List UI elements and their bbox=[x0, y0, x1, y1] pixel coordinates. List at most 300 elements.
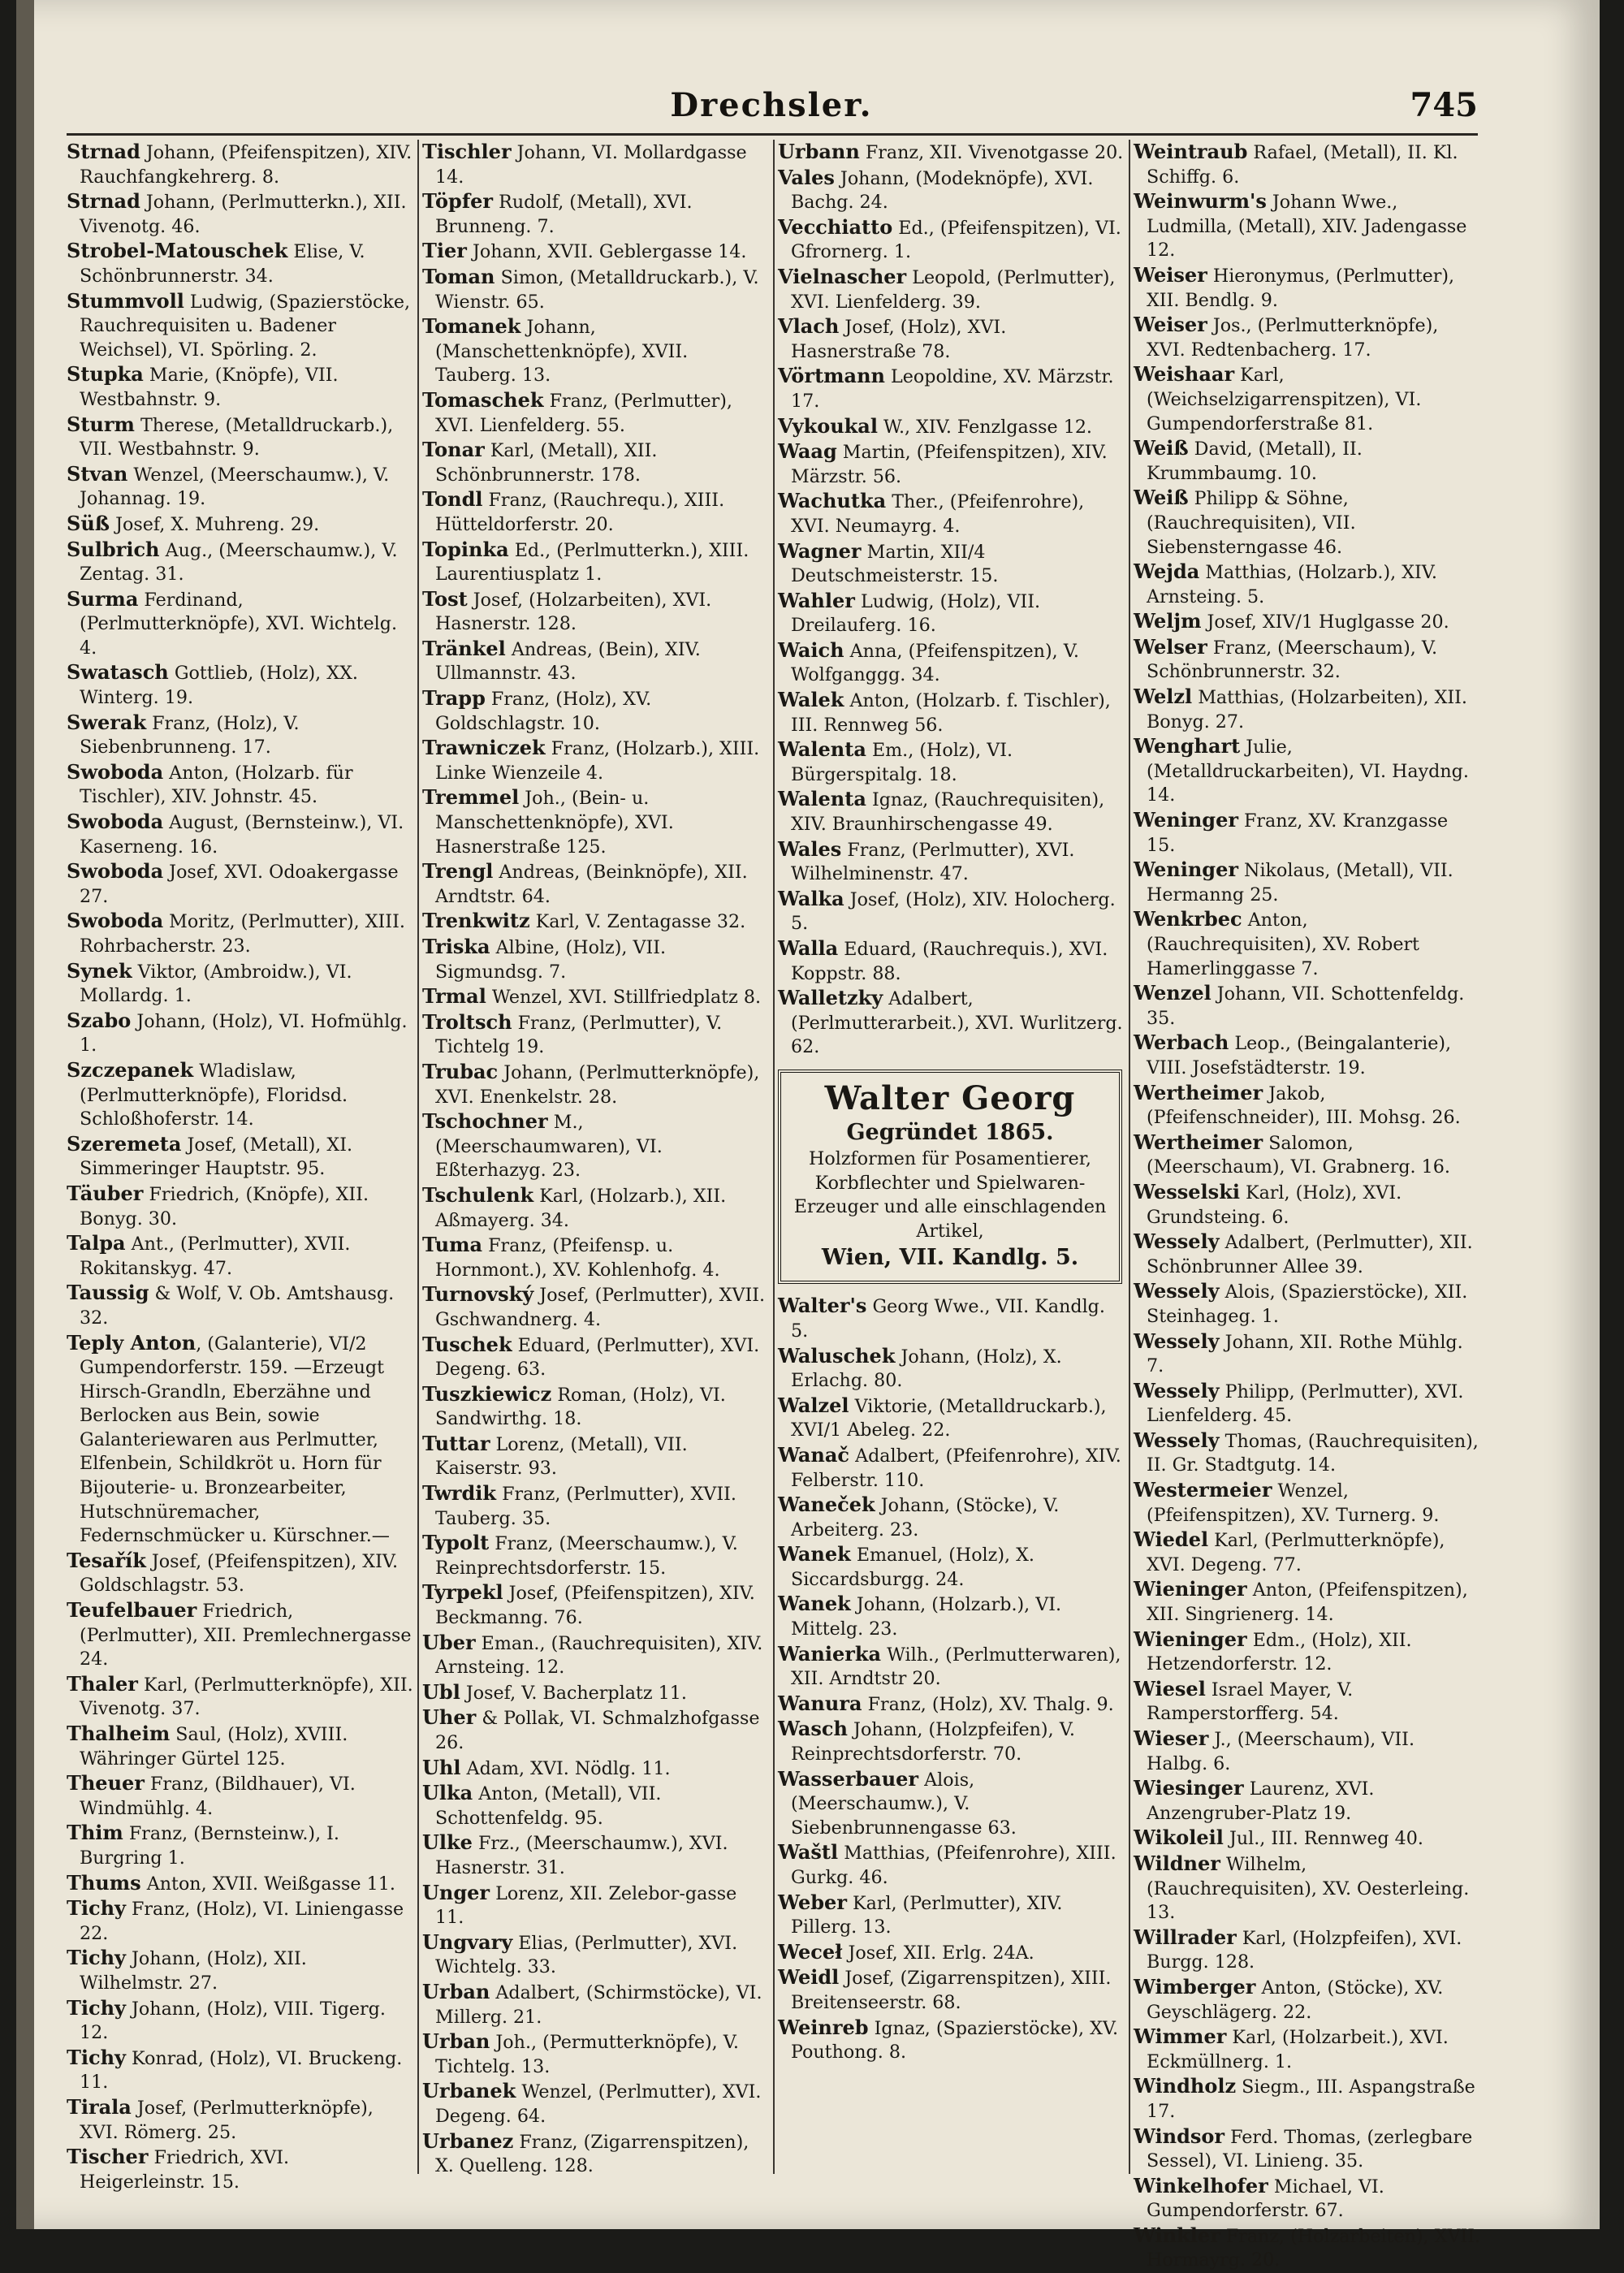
entry-name: Synek bbox=[67, 958, 132, 983]
directory-entry bbox=[1134, 1826, 1481, 1852]
column-divider bbox=[417, 140, 419, 2174]
directory-entry bbox=[1134, 1627, 1481, 1677]
entry-details: Ferdinand, (Perlmutterknöpfe), XVI. Wichtelg. 4. bbox=[80, 589, 398, 659]
entry-name: Surma bbox=[67, 586, 139, 611]
entry-name: Wiesel bbox=[1134, 1676, 1206, 1700]
binding-edge bbox=[16, 0, 34, 2229]
entry-name: Wieninger bbox=[1134, 1627, 1247, 1651]
directory-entry bbox=[1134, 1726, 1481, 1776]
entry-name: Töpfer bbox=[422, 189, 494, 214]
entry-name: Trenkwitz bbox=[422, 909, 530, 933]
entry-name: Walenta bbox=[778, 787, 866, 811]
directory-entry bbox=[422, 2029, 770, 2079]
entry-details: Franz, (Holz), XV. Thalg. 9. bbox=[862, 1693, 1114, 1715]
entry-details: Johann Wwe., Ludmilla, (Metall), XIV. Jadengasse 12. bbox=[1147, 192, 1467, 261]
entry-name: Wanura bbox=[778, 1691, 862, 1715]
directory-entry bbox=[422, 1680, 770, 1706]
entry-details: & Wolf, V. Ob. Amtshausg. 32. bbox=[80, 1283, 395, 1329]
entry-name: Urban bbox=[422, 2029, 490, 2054]
directory-entry bbox=[67, 1231, 414, 1281]
entry-details: Franz, (Zigarrenspitzen), X. Quelleng. 128. bbox=[435, 2131, 749, 2177]
entry-details: Philipp & Söhne, (Rauchrequisiten), VII. Siebensterngasse 46. bbox=[1147, 488, 1356, 558]
entry-details: & Pollak, VI. Schmalzhofgasse 26. bbox=[435, 1708, 760, 1753]
ad-founded: Gegründet 1865. bbox=[846, 1119, 1054, 1145]
entry-details: Lorenz, (Metall), VII. Kaiserstr. 93. bbox=[435, 1433, 688, 1480]
directory-entry bbox=[67, 289, 414, 363]
entry-name: Tonar bbox=[422, 438, 485, 462]
directory-entry bbox=[67, 859, 414, 909]
entry-name: Urbanek bbox=[422, 2079, 516, 2103]
directory-entry bbox=[1134, 1081, 1481, 1130]
entry-name: Stummvoll bbox=[67, 288, 184, 313]
entry-details: Karl, (Holzarb.), XII. Aßmayerg. 34. bbox=[435, 1185, 727, 1231]
entry-name: Trengl bbox=[422, 859, 494, 884]
entry-name: Wessely bbox=[1134, 1279, 1220, 1303]
entry-details: Therese, (Metalldruckarb.), VII. Westbahnstr. 9. bbox=[80, 414, 394, 460]
directory-entry bbox=[422, 785, 770, 859]
entry-name: Szeremeta bbox=[67, 1131, 182, 1156]
directory-entry bbox=[67, 1821, 414, 1870]
entry-name: Wasserbauer bbox=[778, 1766, 919, 1791]
entry-details: Karl, V. Zentagasse 32. bbox=[529, 911, 746, 933]
entry-name: Theuer bbox=[67, 1771, 145, 1795]
ad-company-name: Walter Georg bbox=[824, 1078, 1076, 1117]
entry-details: Martin, XII/4 Deutschmeisterstr. 15. bbox=[791, 541, 999, 587]
entry-name: Wertheimer bbox=[1134, 1080, 1263, 1104]
entry-name: Tischer bbox=[67, 2145, 149, 2169]
entry-name: Wertheimer bbox=[1134, 1130, 1263, 1154]
entry-name: Wenzel bbox=[1134, 981, 1212, 1005]
directory-entry bbox=[778, 1717, 1125, 1766]
directory-entry bbox=[67, 810, 414, 859]
entry-details: Johann, (Manschettenknöpfe), XVII. Tauberg. 13. bbox=[435, 317, 689, 387]
directory-entry bbox=[778, 314, 1125, 364]
entry-details: Leopoldine, XV. Märzstr. 17. bbox=[791, 366, 1114, 412]
entry-name: Uhl bbox=[422, 1755, 461, 1779]
ad-description: Holzformen für Posamentierer, Korbflechter und Spielwaren-Erzeuger und alle einschlagenden Artikel, bbox=[793, 1147, 1107, 1242]
entry-details: Johann, (Holzpfeifen), V. Reinprechtsdorferstr. 70. bbox=[791, 1719, 1075, 1765]
entry-name: Wachutka bbox=[778, 489, 887, 513]
directory-entry bbox=[778, 2016, 1125, 2065]
directory-entry bbox=[778, 265, 1125, 314]
entry-name: Waag bbox=[778, 439, 837, 464]
entry-details: J., (Meerschaum), VII. Halbg. 6. bbox=[1147, 1729, 1415, 1774]
entry-name: Vlach bbox=[778, 314, 840, 339]
entry-details: Nikolaus, (Metall), VII. Hermanng 25. bbox=[1147, 860, 1453, 905]
entry-details: Karl, (Holzpfeifen), XVI. Burgg. 128. bbox=[1147, 1927, 1462, 1973]
entry-details: Viktor, (Ambroidw.), VI. Mollardg. 1. bbox=[80, 961, 352, 1007]
entry-name: Westermeier bbox=[1134, 1478, 1272, 1502]
entry-name: Wessely bbox=[1134, 1378, 1220, 1402]
entry-name: Vielnascher bbox=[778, 264, 907, 288]
entry-name: Taussig bbox=[67, 1281, 149, 1305]
entry-name: Tuttar bbox=[422, 1431, 490, 1455]
directory-entry bbox=[1134, 1925, 1481, 1975]
entry-name: Triska bbox=[422, 935, 490, 958]
entry-details: Jakob, (Pfeifenschneider), III. Mohsg. 26. bbox=[1147, 1082, 1461, 1129]
entry-details: Salomon, (Meerschaum), VI. Grabnerg. 16. bbox=[1147, 1132, 1450, 1178]
entry-name: Tyrpekl bbox=[422, 1580, 503, 1605]
directory-entry bbox=[67, 1871, 414, 1897]
directory-entry bbox=[67, 587, 414, 661]
directory-entry bbox=[778, 589, 1125, 638]
directory-entry bbox=[1134, 2174, 1481, 2223]
entry-name: Weidl bbox=[778, 1965, 840, 1990]
entry-name: Toman bbox=[422, 264, 495, 288]
entry-name: Tuszkiewicz bbox=[422, 1381, 552, 1406]
entry-details: Jul., III. Rennweg 40. bbox=[1223, 1828, 1423, 1850]
entry-details: Franz, (Perlmutter), XVII. Tauberg. 35. bbox=[435, 1484, 736, 1529]
directory-entry bbox=[67, 413, 414, 462]
entry-name: Windholz bbox=[1134, 2074, 1237, 2098]
directory-entry bbox=[1134, 1379, 1481, 1428]
entry-details: Siegm., III. Aspangstraße 17. bbox=[1147, 2076, 1475, 2122]
entry-details: Anna, (Pfeifenspitzen), V. Wolfganggg. 34. bbox=[791, 640, 1079, 686]
entry-details: Wenzel, XVI. Stillfriedplatz 8. bbox=[486, 987, 762, 1009]
entry-name: Waich bbox=[778, 637, 844, 662]
entry-name: Uber bbox=[422, 1630, 476, 1654]
directory-entry bbox=[778, 414, 1125, 440]
directory-entry bbox=[1134, 1031, 1481, 1080]
entry-details: Karl, (Metall), XII. Schönbrunnerstr. 178. bbox=[435, 440, 658, 486]
directory-entry bbox=[1134, 858, 1481, 907]
entry-name: Strnad bbox=[67, 140, 140, 163]
entry-details: Johann, (Holz), VI. Hofmühlg. 1. bbox=[80, 1010, 408, 1057]
entry-details: Josef, XVI. Odoakergasse 27. bbox=[80, 862, 399, 907]
entry-name: Troltsch bbox=[422, 1009, 512, 1034]
directory-entry bbox=[67, 189, 414, 239]
directory-entry bbox=[422, 314, 770, 388]
entry-details: Ed., (Pfeifenspitzen), VI. Gfrornerg. 1. bbox=[791, 217, 1121, 263]
entry-name: Walenta bbox=[778, 737, 866, 762]
entry-details: Josef, (Zigarrenspitzen), XIII. Breitenseerstr. 68. bbox=[791, 1968, 1112, 2013]
directory-entry bbox=[422, 140, 770, 189]
entry-name: Wiesinger bbox=[1134, 1776, 1244, 1800]
entry-details: Franz, (Pfeifensp. u. Hornmont.), XV. Kohlenhofg. 4. bbox=[435, 1235, 720, 1281]
entry-details: Karl, (Holzarbeit.), XVI. Eckmüllnerg. 1. bbox=[1147, 2027, 1449, 2072]
directory-entry bbox=[67, 1331, 414, 1549]
entry-name: Wieser bbox=[1134, 1726, 1209, 1750]
directory-entry bbox=[1134, 1677, 1481, 1726]
entry-details: Johann, VI. Mollardgasse 14. bbox=[435, 142, 747, 188]
entry-details: Johann, (Stöcke), V. Arbeiterg. 23. bbox=[791, 1495, 1060, 1541]
directory-entry bbox=[422, 1980, 770, 2029]
directory-entry bbox=[1134, 2223, 1481, 2273]
entry-name: Süß bbox=[67, 511, 110, 535]
entry-name: Talpa bbox=[67, 1231, 126, 1255]
directory-entry bbox=[778, 1443, 1125, 1493]
entry-name: Urban bbox=[422, 1979, 490, 2003]
page-number: 745 bbox=[1410, 86, 1478, 124]
header-rule bbox=[67, 133, 1478, 136]
entry-name: Tichy bbox=[67, 1896, 126, 1921]
directory-entry bbox=[1134, 1130, 1481, 1180]
entry-details: Adalbert, (Pfeifenrohre), XIV. Felberstr. 110. bbox=[791, 1445, 1121, 1491]
directory-entry bbox=[422, 487, 770, 537]
directory-entry bbox=[778, 1493, 1125, 1542]
entry-details: Franz, (Holzarb.), XIII. Linke Wienzeile 4. bbox=[435, 738, 760, 784]
entry-name: Thums bbox=[67, 1870, 141, 1895]
directory-entry bbox=[67, 1182, 414, 1231]
directory-entry bbox=[422, 984, 770, 1010]
entry-details: Roman, (Holz), VI. Sandwirthg. 18. bbox=[435, 1384, 726, 1430]
entry-name: Trubac bbox=[422, 1059, 499, 1083]
entry-details: Eduard, (Rauchrequis.), XVI. Koppstr. 88. bbox=[791, 939, 1108, 984]
directory-entry bbox=[422, 909, 770, 935]
directory-entry bbox=[422, 1481, 770, 1531]
entry-name: Tesařík bbox=[67, 1548, 146, 1572]
entry-details: Josef, XIV/1 Huglgasse 20. bbox=[1201, 611, 1449, 633]
directory-entry bbox=[67, 1132, 414, 1182]
directory-entry bbox=[778, 215, 1125, 265]
entry-details: Josef, V. Bacherplatz 11. bbox=[460, 1682, 687, 1704]
ad-address: Wien, VII. Kandlg. 5. bbox=[821, 1245, 1079, 1271]
directory-entry bbox=[1134, 2074, 1481, 2124]
entry-details: Ed., (Perlmutterkn.), XIII. Laurentiusplatz 1. bbox=[435, 539, 749, 586]
entry-name: Weiser bbox=[1134, 262, 1207, 287]
directory-entry bbox=[778, 1891, 1125, 1940]
directory-entry bbox=[778, 1592, 1125, 1641]
column-3 bbox=[778, 140, 1125, 2065]
entry-details: Aug., (Meerschaumw.), V. Zentag. 31. bbox=[80, 539, 398, 586]
directory-entry bbox=[422, 388, 770, 438]
entry-name: Walka bbox=[778, 886, 844, 910]
entry-name: Vecchiatto bbox=[778, 214, 893, 239]
entry-details: Anton, (Metall), VII. Schottenfeldg. 95. bbox=[435, 1783, 662, 1829]
directory-entry bbox=[422, 239, 770, 265]
entry-details: Franz, XII. Vivenotgasse 20. bbox=[859, 142, 1124, 163]
entry-details: Elias, (Perlmutter), XVI. Wichtelg. 33. bbox=[435, 1932, 738, 1978]
entry-name: Swoboda bbox=[67, 909, 164, 933]
directory-entry bbox=[67, 2046, 414, 2095]
directory-entry bbox=[422, 1930, 770, 1980]
entry-details: Matthias, (Pfeifenrohre), XIII. Gurkg. 46. bbox=[791, 1843, 1116, 1888]
entry-details: Franz, (Rauchrequ.), XIII. Hütteldorferstr. 20. bbox=[435, 490, 725, 535]
directory-entry bbox=[422, 1109, 770, 1183]
entry-name: Uher bbox=[422, 1705, 477, 1730]
entry-name: Teufelbauer bbox=[67, 1598, 197, 1623]
entry-name: Ulka bbox=[422, 1781, 473, 1805]
entry-details: Albine, (Holz), VII. Sigmundsg. 7. bbox=[435, 937, 667, 983]
entry-details: Andreas, (Beinknöpfe), XII. Arndtstr. 64. bbox=[435, 862, 748, 907]
entry-details: Ignaz, (Rauchrequisiten), XIV. Braunhirschengasse 49. bbox=[791, 789, 1105, 836]
entry-details: Johann, (Holz), VIII. Tigerg. 12. bbox=[80, 1998, 386, 2044]
entry-details: Wenzel, (Perlmutter), XVI. Degeng. 64. bbox=[435, 2081, 762, 2127]
entry-name: Walter's bbox=[778, 1294, 867, 1318]
entry-details: Franz, (Meerschaum), V. Schönbrunnerstr. 32. bbox=[1147, 637, 1438, 683]
directory-entry bbox=[1134, 808, 1481, 858]
directory-entry bbox=[1134, 907, 1481, 981]
directory-entry bbox=[778, 1940, 1125, 1966]
entry-details: August, (Bernsteinw.), VI. Kaserneng. 16. bbox=[80, 812, 404, 858]
entry-name: Tremmel bbox=[422, 785, 520, 810]
entry-name: Swatasch bbox=[67, 660, 169, 685]
entry-details: Johann, XII. Rothe Mühlg. 7. bbox=[1147, 1331, 1463, 1377]
entry-name: Weinwurm's bbox=[1134, 189, 1267, 214]
entry-name: Windsor bbox=[1134, 2124, 1225, 2148]
entry-name: Wessely bbox=[1134, 1229, 1220, 1254]
directory-entry bbox=[1134, 981, 1481, 1031]
entry-name: Wanek bbox=[778, 1542, 851, 1566]
entry-name: Twrdik bbox=[422, 1481, 497, 1506]
directory-entry bbox=[422, 2129, 770, 2179]
entry-name: Szabo bbox=[67, 1008, 132, 1032]
directory-entry bbox=[1134, 189, 1481, 263]
entry-name: Ungvary bbox=[422, 1929, 513, 1954]
directory-entry bbox=[422, 538, 770, 587]
entry-name: Tondl bbox=[422, 487, 483, 512]
directory-entry bbox=[778, 1767, 1125, 1841]
directory-entry bbox=[1134, 486, 1481, 560]
entry-name: Unger bbox=[422, 1880, 490, 1904]
entry-details: Adam, XVI. Nödlg. 11. bbox=[460, 1757, 671, 1779]
entry-details: Josef, XII. Erlg. 24A. bbox=[842, 1942, 1034, 1964]
entry-name: Welzl bbox=[1134, 685, 1193, 709]
entry-details: W., XIV. Fenzlgasse 12. bbox=[877, 416, 1092, 438]
directory-entry bbox=[67, 538, 414, 587]
entry-name: Sulbrich bbox=[67, 537, 160, 561]
entry-details: Moritz, (Perlmutter), XIII. Rohrbacherstr. 23. bbox=[80, 911, 405, 957]
entry-name: Turnovský bbox=[422, 1282, 534, 1307]
directory-entry bbox=[67, 1896, 414, 1946]
directory-entry bbox=[67, 1771, 414, 1821]
directory-entry bbox=[1134, 362, 1481, 436]
entry-details: Josef, (Pfeifenspitzen), XIV. Goldschlagstr. 53. bbox=[80, 1550, 399, 1597]
entry-details: Thomas, (Rauchrequisiten), II. Gr. Stadtgutg. 14. bbox=[1147, 1430, 1479, 1476]
entry-details: Friedrich, (Knöpfe), XII. Bonyg. 30. bbox=[80, 1183, 369, 1229]
directory-entry bbox=[67, 1598, 414, 1672]
entry-name: Vykoukal bbox=[778, 413, 878, 438]
entry-details: Leopold, (Perlmutter), XVI. Lienfelderg. 39. bbox=[791, 266, 1116, 313]
directory-entry bbox=[778, 737, 1125, 787]
entry-name: Weiß bbox=[1134, 486, 1189, 510]
directory-entry bbox=[1134, 1428, 1481, 1478]
entry-name: Tier bbox=[422, 239, 467, 263]
directory-entry bbox=[778, 1542, 1125, 1592]
entry-details: Johann, (Holz), X. Erlachg. 80. bbox=[791, 1346, 1062, 1392]
entry-details: Franz, (Perlmutter), V. Tichtelg 19. bbox=[435, 1012, 723, 1058]
entry-details: Friedrich, (Perlmutter), XII. Premlechnergasse 24. bbox=[80, 1601, 412, 1670]
entry-details: Marie, (Knöpfe), VII. Westbahnstr. 9. bbox=[80, 365, 339, 410]
directory-entry bbox=[778, 688, 1125, 737]
entry-details: Karl, (Weichselzigarrenspitzen), VI. Gumpendorferstraße 81. bbox=[1147, 365, 1422, 434]
entry-name: Walzel bbox=[778, 1393, 849, 1417]
entry-details: Elise, V. Schönbrunnerstr. 34. bbox=[80, 241, 365, 287]
entry-details: Josef, (Metall), XI. Simmeringer Hauptstr. 95. bbox=[80, 1134, 353, 1180]
directory-entry bbox=[778, 787, 1125, 836]
entry-name: Trawniczek bbox=[422, 736, 546, 760]
directory-entry bbox=[67, 462, 414, 512]
entry-details: Saul, (Holz), XVIII. Währinger Gürtel 125. bbox=[80, 1724, 348, 1770]
entry-name: Teply Anton bbox=[67, 1330, 197, 1355]
entry-name: Vörtmann bbox=[778, 364, 885, 388]
entry-details: Hieronymus, (Perlmutter), XII. Bendlg. 9. bbox=[1147, 265, 1455, 311]
directory-entry bbox=[778, 837, 1125, 887]
entry-details: Andreas, (Bein), XIV. Ullmannstr. 43. bbox=[435, 638, 701, 685]
entry-name: Weceł bbox=[778, 1939, 843, 1964]
directory-entry bbox=[67, 239, 414, 288]
entry-name: Walletzky bbox=[778, 986, 883, 1010]
entry-name: Weintraub bbox=[1134, 140, 1248, 163]
entry-name: Weiß bbox=[1134, 436, 1189, 460]
directory-entry bbox=[1134, 734, 1481, 808]
directory-entry bbox=[778, 887, 1125, 936]
entry-name: Tost bbox=[422, 586, 468, 611]
entry-name: Thalheim bbox=[67, 1722, 171, 1745]
entry-details: Rafael, (Metall), II. Kl. Schiffg. 6. bbox=[1147, 142, 1458, 188]
entry-name: Wenghart bbox=[1134, 734, 1241, 758]
directory-entry bbox=[1134, 1478, 1481, 1528]
directory-entry bbox=[778, 936, 1125, 986]
directory-entry bbox=[1134, 140, 1481, 189]
entry-details: Anton, (Rauchrequisiten), XV. Robert Hamerlinggasse 7. bbox=[1147, 910, 1419, 979]
directory-entry bbox=[1134, 609, 1481, 635]
entry-details: Wladislaw, (Perlmutterknöpfe), Floridsd. Schloßhoferstr. 14. bbox=[80, 1060, 348, 1130]
entry-name: Täuber bbox=[67, 1181, 144, 1205]
entry-details: Johann, VII. Schottenfeldg. 35. bbox=[1147, 983, 1465, 1029]
directory-entry bbox=[1134, 685, 1481, 734]
entry-details: Ant., (Perlmutter), XVII. Rokitanskyg. 47. bbox=[80, 1234, 351, 1279]
entry-details: Matthias, (Holzarb.), XIV. Arnsteing. 5. bbox=[1147, 562, 1437, 607]
entry-details: Alois, (Spazierstöcke), XII. Steinhageg. 1. bbox=[1147, 1281, 1468, 1327]
directory-entry bbox=[67, 1009, 414, 1058]
entry-details: Matthias, (Holzarbeiten), XII. Bonyg. 27. bbox=[1147, 687, 1467, 732]
entry-name: Wikoleil bbox=[1134, 1826, 1224, 1850]
directory-entry bbox=[422, 637, 770, 686]
entry-details: Wilh., (Perlmutterwaren), XII. Arndtstr 20. bbox=[791, 1644, 1121, 1690]
entry-details: Wenzel, (Pfeifenspitzen), XV. Turnerg. 9. bbox=[1147, 1480, 1440, 1526]
column-divider bbox=[773, 140, 775, 2174]
directory-entry bbox=[778, 1394, 1125, 1443]
entry-name: Wanač bbox=[778, 1442, 850, 1467]
entry-name: Tuschek bbox=[422, 1332, 512, 1356]
entry-details: Em., (Holz), VI. Bürgerspitalg. 18. bbox=[791, 740, 1013, 785]
directory-entry bbox=[1134, 635, 1481, 685]
entry-details: Franz, (Perlmutter), XVI. Lienfelderg. 55. bbox=[435, 390, 732, 436]
directory-entry bbox=[1134, 1528, 1481, 1577]
directory-entry bbox=[67, 1058, 414, 1132]
entry-details: Karl, (Holz), XVI. Grundsteing. 6. bbox=[1147, 1182, 1402, 1228]
entry-details: Laurenz, XVI. Anzengruber-Platz 19. bbox=[1147, 1778, 1375, 1824]
entry-name: Waneček bbox=[778, 1493, 875, 1517]
directory-entry bbox=[67, 711, 414, 760]
entry-name: Wenkrbec bbox=[1134, 907, 1242, 931]
directory-entry bbox=[422, 859, 770, 909]
directory-entry bbox=[1134, 1776, 1481, 1826]
entry-name: Trmal bbox=[422, 984, 486, 1009]
entry-name: Wildner bbox=[1134, 1851, 1220, 1875]
entry-details: Anton, (Holzarb. f. Tischler), III. Rennweg 56. bbox=[791, 690, 1111, 736]
directory-entry bbox=[1134, 2124, 1481, 2174]
directory-entry bbox=[422, 587, 770, 637]
entry-name: Weishaar bbox=[1134, 362, 1235, 387]
entry-details: Ignaz, (Spazierstöcke), XV. Pouthong. 8. bbox=[791, 2017, 1119, 2063]
entry-name: Stupka bbox=[67, 362, 144, 387]
directory-entry bbox=[778, 1692, 1125, 1718]
directory-entry bbox=[67, 512, 414, 538]
entry-name: Weber bbox=[778, 1890, 847, 1914]
entry-name: Wejda bbox=[1134, 560, 1200, 584]
entry-details: Ludwig, (Holz), VII. Dreilauferg. 16. bbox=[791, 590, 1041, 637]
entry-details: Josef, (Holz), XVI. Hasnerstraße 78. bbox=[791, 317, 1007, 362]
directory-entry bbox=[422, 1233, 770, 1282]
directory-entry bbox=[422, 1705, 770, 1755]
entry-name: Thaler bbox=[67, 1671, 138, 1696]
directory-entry bbox=[422, 736, 770, 785]
directory-entry bbox=[422, 1756, 770, 1782]
directory-entry bbox=[422, 935, 770, 984]
entry-details: Johann, (Pfeifenspitzen), XIV. Rauchfangkehrerg. 8. bbox=[80, 142, 412, 188]
